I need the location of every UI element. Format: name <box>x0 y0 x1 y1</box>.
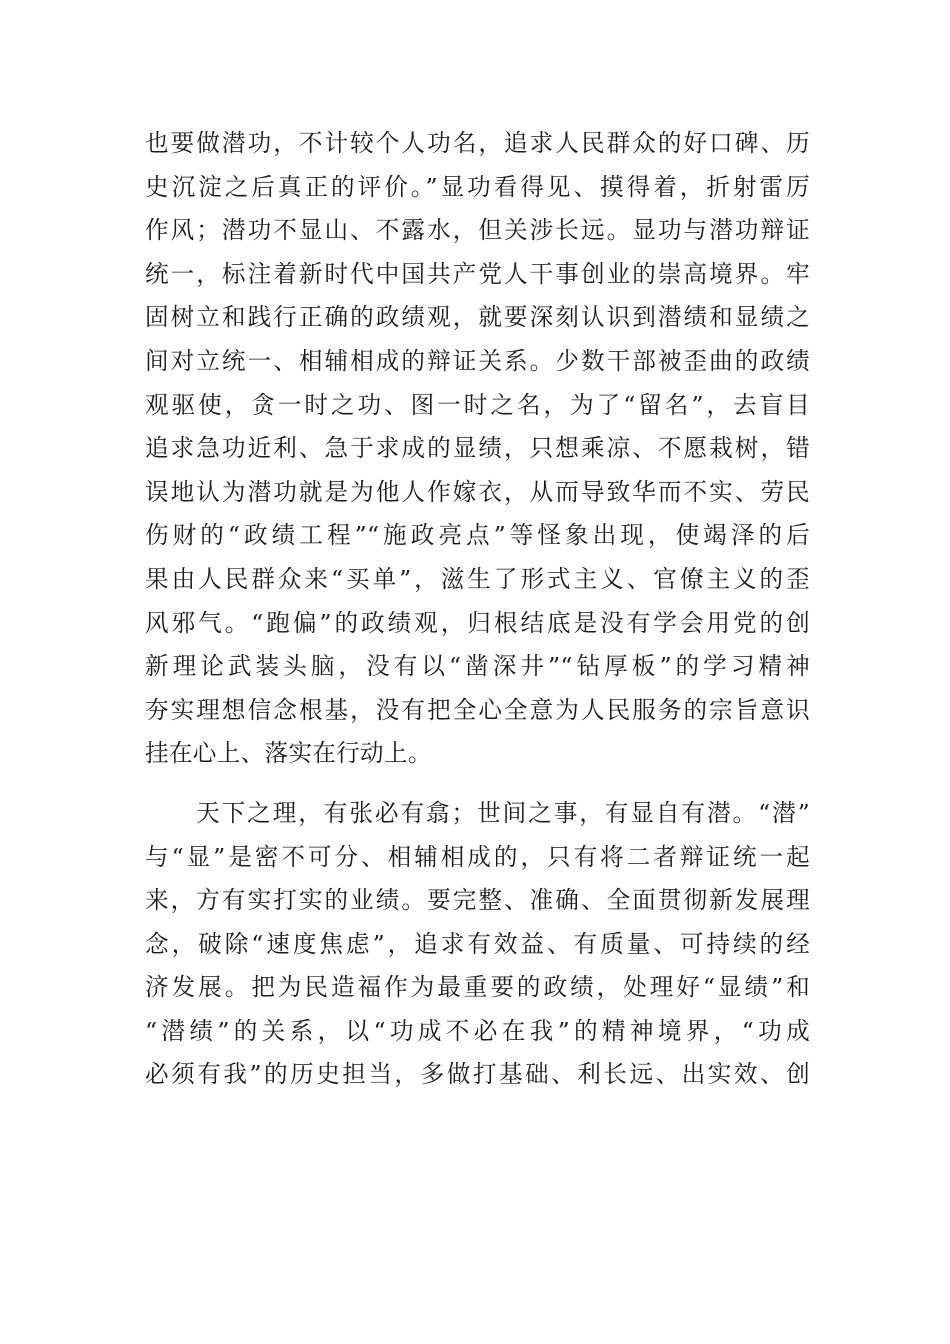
text-line: 统一，标注着新时代中国共产党人干事创业的崇高境界。牢 <box>145 259 810 288</box>
text-line: 挂在心上、落实在行动上。 <box>145 739 432 768</box>
text-line: 念，破除“速度焦虑”，追求有效益、有质量、可持续的经 <box>145 929 810 958</box>
text-line: 天下之理，有张必有翕；世间之事，有显自有潜。“潜” <box>145 798 810 827</box>
text-line: 固树立和践行正确的政绩观，就要深刻认识到潜绩和显绩之 <box>145 303 810 332</box>
text-line: 与“显”是密不可分、相辅相成的，只有将二者辩证统一起 <box>145 842 810 871</box>
text-line: 作风；潜功不显山、不露水，但关涉长远。显功与潜功辩证 <box>145 216 810 245</box>
text-line: 必须有我”的历史担当，多做打基础、利长远、出实效、创 <box>145 1060 810 1089</box>
text-line: 夯实理想信念根基，没有把全心全意为人民服务的宗旨意识 <box>145 695 810 724</box>
text-line: 果由人民群众来“买单”，滋生了形式主义、官僚主义的歪 <box>145 564 810 593</box>
text-line: 误地认为潜功就是为他人作嫁衣，从而导致华而不实、劳民 <box>145 477 810 506</box>
text-line: 济发展。把为民造福作为最重要的政绩，处理好“显绩”和 <box>145 973 810 1002</box>
text-line: 新理论武装头脑，没有以“凿深井”“钻厚板”的学习精神 <box>145 652 810 681</box>
text-line: 风邪气。“跑偏”的政绩观，归根结底是没有学会用党的创 <box>145 608 810 637</box>
text-line: 来，方有实打实的业绩。要完整、准确、全面贯彻新发展理 <box>145 886 810 915</box>
text-line: “潜绩”的关系，以“功成不必在我”的精神境界，“功成 <box>145 1016 810 1045</box>
text-line: 观驱使，贪一时之功、图一时之名，为了“留名”，去盲目 <box>145 390 810 419</box>
paragraph-2 <box>145 792 810 1097</box>
paragraph-gap <box>145 776 810 792</box>
text-line: 史沉淀之后真正的评价。”显功看得见、摸得着，折射雷厉 <box>145 172 810 201</box>
text-line: 追求急功近利、急于求成的显绩，只想乘凉、不愿栽树，错 <box>145 434 810 463</box>
body-text <box>145 122 810 1097</box>
text-line: 也要做潜功，不计较个人功名，追求人民群众的好口碑、历 <box>145 129 810 157</box>
paragraph-1 <box>145 122 810 776</box>
text-line: 间对立统一、相辅相成的辩证关系。少数干部被歪曲的政绩 <box>145 346 810 375</box>
text-line: 伤财的“政绩工程”“施政亮点”等怪象出现，使竭泽的后 <box>145 521 810 550</box>
